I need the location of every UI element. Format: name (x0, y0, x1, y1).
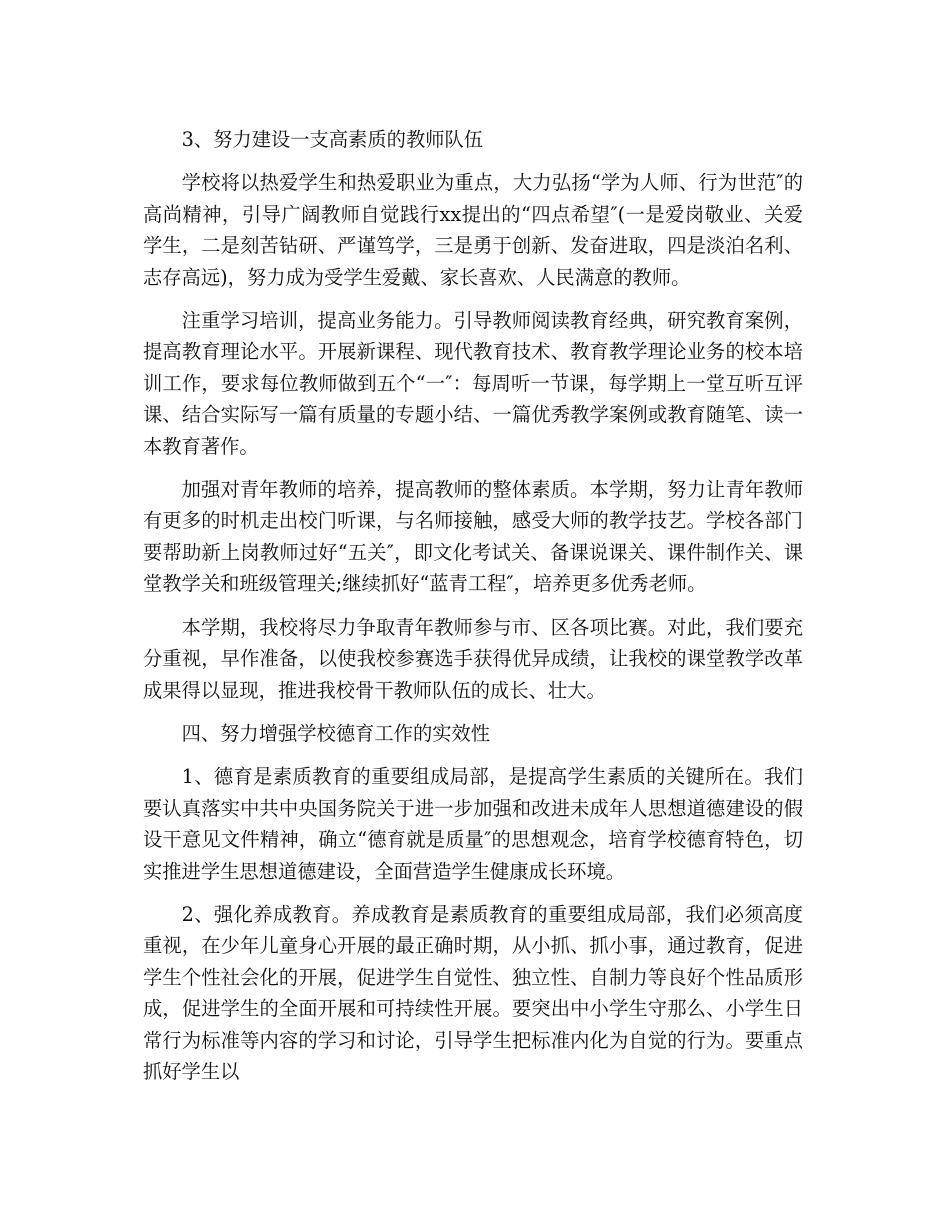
document-body (143, 124, 803, 1099)
paragraph: 学校将以热爱学生和热爱职业为重点，大力弘扬“学为人师、行为世范″的高尚精神，引导广阔教师自觉践行xx提出的“四点希望″(一是爱岗敬业、关爱学生，二是刻苦钻研、严谨笃学，三是勇于创新、发奋进取，四是淡泊名利、志存高远)，努力成为受学生爱戴、家长喜欢、人民满意的教师。 (143, 171, 803, 289)
section-heading: 3、努力建设一支高素质的教师队伍 (181, 128, 484, 151)
paragraph: 本学期，我校将尽力争取青年教师参与市、区各项比赛。对此，我们要充分重视，早作准备，以使我校参赛选手获得优异成绩，让我校的课堂教学改革成果得以显现，推进我校骨干教师队伍的成长、壮大。 (143, 615, 803, 702)
paragraph: 注重学习培训，提高业务能力。引导教师阅读教育经典，研究教育案例，提高教育理论水平。开展新课程、现代教育技术、教育教学理论业务的校本培训工作，要求每位教师做到五个“一″：每周听一节课，每学期上一堂互听互评课、结合实际写一篇有质量的专题小结、一篇优秀教学案例或教育随笔、读一本教育著作。 (143, 309, 803, 458)
section-heading: 四、努力增强学校德育工作的实效性 (181, 721, 491, 745)
paragraph: 1、德育是素质教育的重要组成局部，是提高学生素质的关键所在。我们要认真落实中共中央国务院关于进一步加强和改进未成年人思想道德建设的假设干意见文件精神，确立“德育就是质量″的思想观念，培育学校德育特色，切实推进学生思想道德建设，全面营造学生健康成长环境。 (143, 765, 803, 883)
paragraph: 加强对青年教师的培养，提高教师的整体素质。本学期，努力让青年教师有更多的时机走出校门听课，与名师接触，感受大师的教学技艺。学校各部门要帮助新上岗教师过好“五关″，即文化考试关、备课说课关、课件制作关、课堂教学关和班级管理关;继续抓好“蓝青工程″，培养更多优秀老师。 (143, 478, 803, 596)
paragraph: 2、强化养成教育。养成教育是素质教育的重要组成局部，我们必须高度重视，在少年儿童身心开展的最正确时期，从小抓、抓小事，通过教育，促进学生个性社会化的开展，促进学生自觉性、独立性、自制力等良好个性品质形成，促进学生的全面开展和可持续性开展。要突出中小学生守那么、小学生日常行为标准等内容的学习和讨论，引导学生把标准内化为自觉的行为。要重点抓好学生以 (143, 902, 803, 1083)
